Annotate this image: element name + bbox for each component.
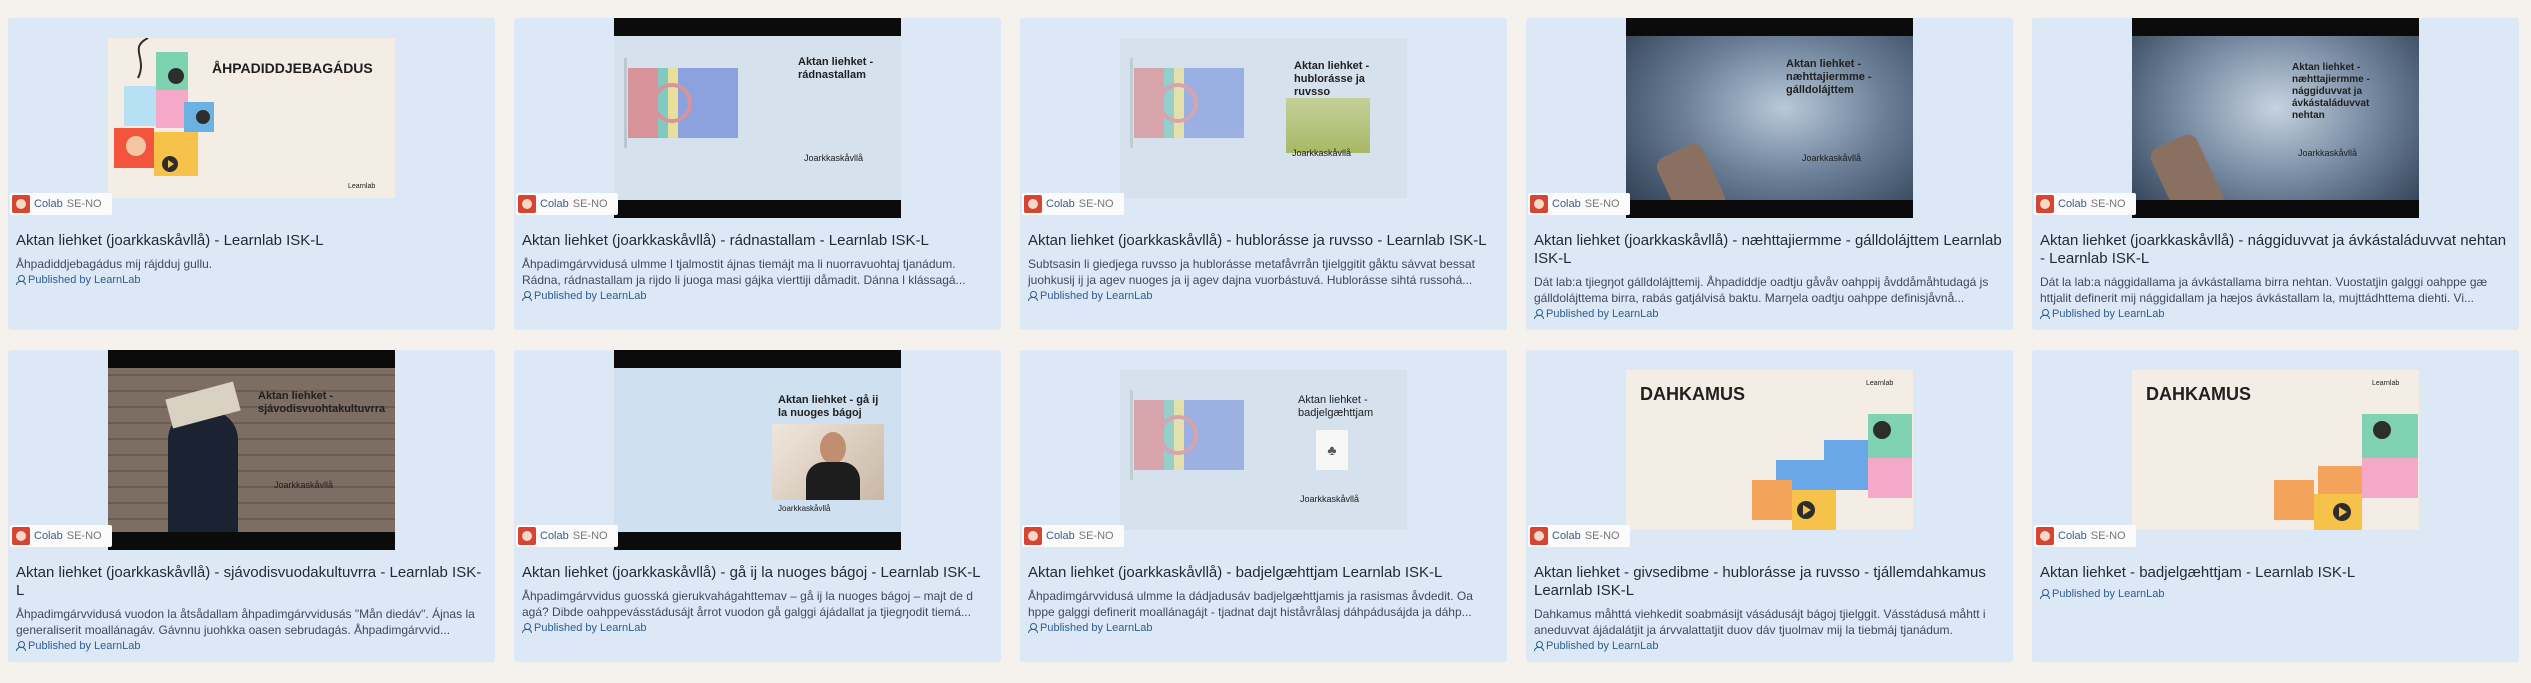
source-badge bbox=[2034, 193, 2136, 215]
source-badge bbox=[10, 193, 112, 215]
colab-logo-icon bbox=[2036, 527, 2054, 545]
card-thumbnail-area bbox=[1526, 350, 2013, 550]
badge-name: Colab bbox=[34, 530, 63, 542]
phone-image bbox=[1626, 18, 1913, 218]
card-description: Åhpadiddjebagádus mij rájdduj gullu. bbox=[16, 257, 213, 271]
colab-logo-icon bbox=[12, 195, 30, 213]
slide-title: Aktan liehket - badjelgæhttjam bbox=[1298, 394, 1374, 419]
letterbox-bar bbox=[614, 350, 901, 368]
slide-title: Aktan liehket - næhttajiermme - gálldolájttem bbox=[1786, 58, 1872, 96]
man-body-shape bbox=[806, 462, 860, 500]
flag-image bbox=[1120, 38, 1407, 198]
card-title[interactable]: Aktan liehket - givsedibme - hublorásse ja ruvsso - tjállemdahkamus Learnlab ISK-L bbox=[1534, 564, 1986, 599]
binoculars-illustration-icon bbox=[1626, 370, 1913, 530]
tree-icon: ♣ bbox=[1316, 430, 1348, 470]
badge-locale: SE-NO bbox=[1584, 198, 1620, 210]
person-with-book-shape bbox=[168, 410, 238, 532]
card-thumbnail-area bbox=[2032, 350, 2519, 550]
card-title[interactable]: Aktan liehket (joarkkaskåvllå) - sjávodisvuodakultuvrra - Learnlab ISK-L bbox=[16, 564, 482, 599]
card-title[interactable]: Aktan liehket - badjelgæhttjam - Learnlab ISK-L bbox=[2040, 564, 2356, 581]
card-thumbnail-area bbox=[1020, 18, 1507, 218]
letterbox-bar bbox=[108, 350, 395, 368]
publisher-line bbox=[2040, 588, 2511, 600]
flag-icon bbox=[1130, 390, 1250, 480]
slide-title: Aktan liehket - sjávodisvuohtakultuvrra bbox=[258, 390, 386, 415]
publisher-label[interactable]: Published by LearnLab bbox=[28, 640, 141, 652]
letterbox-bar bbox=[1626, 18, 1913, 36]
user-icon bbox=[1534, 309, 1543, 319]
publisher-line bbox=[1028, 622, 1499, 634]
user-icon bbox=[1028, 291, 1037, 301]
resource-card[interactable] bbox=[8, 18, 495, 330]
card-description: Dát la lab:a nággidallama ja ávkástallama birra nehtan. Vuostatjin galggi oahppe gæ httjalit definerit mij nággidallam ja hæjos ávkástallam la, mujttádhttema diehti. Vi... bbox=[2040, 275, 2488, 305]
card-thumbnail-area bbox=[8, 350, 495, 550]
user-icon bbox=[522, 291, 531, 301]
slide-title: DAHKAMUS bbox=[1640, 384, 1745, 404]
flag-icon bbox=[1130, 58, 1250, 148]
letterbox-bar bbox=[614, 200, 901, 218]
colab-logo-icon bbox=[1530, 527, 1548, 545]
publisher-line bbox=[522, 290, 993, 302]
resource-card[interactable] bbox=[1020, 18, 1507, 330]
card-thumbnail-area bbox=[8, 18, 495, 218]
user-icon bbox=[2040, 309, 2049, 319]
resource-grid bbox=[8, 18, 2519, 662]
badge-name: Colab bbox=[2058, 530, 2087, 542]
flag-icon bbox=[624, 58, 744, 148]
card-thumbnail-area bbox=[1526, 18, 2013, 218]
letterbox-bar bbox=[1626, 200, 1913, 218]
badge-name: Colab bbox=[1552, 530, 1581, 542]
user-icon bbox=[2040, 589, 2049, 599]
badge-locale: SE-NO bbox=[2090, 530, 2126, 542]
colab-logo-icon bbox=[1024, 527, 1042, 545]
badge-locale: SE-NO bbox=[66, 198, 102, 210]
badge-name: Colab bbox=[34, 198, 63, 210]
source-badge bbox=[1528, 525, 1630, 547]
badge-locale: SE-NO bbox=[1078, 530, 1114, 542]
slide-title: Aktan liehket - gå ij la nuoges bágoj bbox=[778, 394, 879, 419]
flag-image bbox=[1120, 370, 1407, 530]
publisher-label[interactable]: Published by LearnLab bbox=[534, 290, 647, 302]
slide-subtitle: Joarkkaskåvllå bbox=[1292, 148, 1352, 158]
binoculars-illustration-icon bbox=[2132, 370, 2419, 530]
card-title[interactable]: Aktan liehket (joarkkaskåvllå) - hublorásse ja ruvsso - Learnlab ISK-L bbox=[1028, 232, 1487, 249]
card-description: Dát lab:a tjiegŋot gálldolájttemij. Åhpadiddje oadtju gåvåv oahppij åvddåmåhtudagá js gálldolájttema birra, rabás gatjálvisá baktu. Marŋela oadtju oahppe definisjåvnå... bbox=[1534, 275, 1989, 305]
source-badge bbox=[10, 525, 112, 547]
publisher-line bbox=[1534, 640, 2005, 652]
resource-card[interactable] bbox=[2032, 350, 2519, 662]
card-thumbnail-area bbox=[514, 18, 1001, 218]
resource-card[interactable] bbox=[1020, 350, 1507, 662]
slide-brand: Learnlab bbox=[1866, 380, 1894, 387]
card-title[interactable]: Aktan liehket (joarkkaskåvllå) - næhttajiermme - gálldolájttem Learnlab ISK-L bbox=[1534, 232, 2002, 267]
colab-logo-icon bbox=[518, 527, 536, 545]
colab-logo-icon bbox=[1530, 195, 1548, 213]
badge-locale: SE-NO bbox=[66, 530, 102, 542]
phone-image bbox=[2132, 18, 2419, 218]
slide-title: ÅHPADIDDJEBAGÁDUS bbox=[212, 60, 373, 76]
card-title[interactable]: Aktan liehket (joarkkaskåvllå) - Learnlab ISK-L bbox=[16, 232, 324, 249]
resource-card[interactable] bbox=[2032, 18, 2519, 330]
flowers-image bbox=[1286, 98, 1370, 153]
publisher-line bbox=[16, 274, 487, 286]
badge-locale: SE-NO bbox=[572, 198, 608, 210]
badge-name: Colab bbox=[540, 198, 569, 210]
colab-logo-icon bbox=[2036, 195, 2054, 213]
slide-subtitle: Joarkkaskåvllå bbox=[1300, 494, 1360, 504]
badge-name: Colab bbox=[1046, 530, 1075, 542]
flag-image bbox=[614, 18, 901, 218]
user-icon bbox=[16, 275, 25, 285]
publisher-label[interactable]: Published by LearnLab bbox=[534, 622, 647, 634]
illustration-image bbox=[108, 38, 395, 198]
resource-card[interactable] bbox=[1526, 350, 2013, 662]
card-description: Dahkamus måhttá viehkedit soabmásijt vásádusájt bágoj tjielggit. Vásstádusá måhtt i aneduvvat ájádalátjit ja árvvalattatjit duov dáv tjuolmav mij la tiebmáj tjanádum. bbox=[1534, 607, 1986, 637]
publisher-line bbox=[1534, 308, 2005, 320]
brick-image bbox=[108, 350, 395, 550]
publisher-label[interactable]: Published by LearnLab bbox=[1040, 622, 1153, 634]
card-description: Åhpadimgárvvidusá ulmme l tjalmostit ájnas tiemájt ma li nuorravuohtaj tjanádum. Rádna, rádnastallam ja rijdo li juoga masi gájka vierttiji dåmadit. Dánna l klássagá... bbox=[522, 257, 966, 287]
card-title[interactable]: Aktan liehket (joarkkaskåvllå) - rádnastallam - Learnlab ISK-L bbox=[522, 232, 929, 249]
man-head-shape bbox=[820, 432, 846, 464]
card-title[interactable]: Aktan liehket (joarkkaskåvllå) - nággiduvvat ja ávkástaláduvvat nehtan - Learnlab ISK-L bbox=[2040, 232, 2507, 267]
source-badge bbox=[2034, 525, 2136, 547]
user-icon bbox=[1534, 641, 1543, 651]
publisher-label[interactable]: Published by LearnLab bbox=[1546, 308, 1659, 320]
card-thumbnail-area bbox=[1020, 350, 1507, 550]
publisher-label[interactable]: Published by LearnLab bbox=[2052, 308, 2165, 320]
publisher-line bbox=[1028, 290, 1499, 302]
resource-card[interactable] bbox=[514, 18, 1001, 330]
person-image bbox=[614, 350, 901, 550]
badge-locale: SE-NO bbox=[1584, 530, 1620, 542]
publisher-line bbox=[522, 622, 993, 634]
badge-name: Colab bbox=[1552, 198, 1581, 210]
source-badge bbox=[1022, 525, 1124, 547]
letterbox-bar bbox=[2132, 18, 2419, 36]
source-badge bbox=[1528, 193, 1630, 215]
source-badge bbox=[516, 193, 618, 215]
badge-name: Colab bbox=[540, 530, 569, 542]
resource-card[interactable] bbox=[8, 350, 495, 662]
letterbox-bar bbox=[614, 18, 901, 36]
badge-locale: SE-NO bbox=[1078, 198, 1114, 210]
publisher-line bbox=[16, 640, 487, 652]
badge-name: Colab bbox=[2058, 198, 2087, 210]
colab-logo-icon bbox=[12, 527, 30, 545]
slide-subtitle: Joarkkaskåvllå bbox=[274, 480, 334, 490]
slide-subtitle: Joarkkaskåvllå bbox=[804, 153, 864, 163]
publisher-line bbox=[2040, 308, 2511, 320]
publisher-label[interactable]: Published by LearnLab bbox=[28, 274, 141, 286]
slide-brand: Learnlab bbox=[2372, 380, 2400, 387]
slide-title: DAHKAMUS bbox=[2146, 384, 2251, 404]
card-thumbnail-area bbox=[514, 350, 1001, 550]
badge-locale: SE-NO bbox=[2090, 198, 2126, 210]
slide-brand: Learnlab bbox=[348, 183, 376, 190]
slide-subtitle: Joarkkaskåvllå bbox=[1802, 153, 1862, 163]
letterbox-bar bbox=[2132, 200, 2419, 218]
card-description: Åhpadimgárvvidusá vuodon la åtsådallam åhpadimgárvvidusás "Mån diedáv". Ájnas la generaliserit moallánagáv. Gávnnu juohkka oasen sebrudagás. Åhpadimgárvvid... bbox=[16, 607, 475, 637]
slide-title: Aktan liehket - rádnastallam bbox=[798, 56, 874, 81]
colab-logo-icon bbox=[518, 195, 536, 213]
slide-title: Aktan liehket - næhttajiermme - nággiduvvat ja ávkástaláduvvat nehtan bbox=[2292, 62, 2370, 121]
card-description: Subtsasin li giedjega ruvsso ja hublorásse metafåvrrån tjielggitit gåktu sávvat bessat juohkusij ij ja agev nuoges ja ij agev dajna vuorbástuvá. Hublorásse sihtá russohá... bbox=[1028, 257, 1475, 287]
card-title[interactable]: Aktan liehket (joarkkaskåvllå) - badjelgæhttjam Learnlab ISK-L bbox=[1028, 564, 1443, 581]
card-description: Åhpadimgárvvidusá ulmme la dádjadusáv badjelgæhttjamis ja rasismas åvdedit. Oa hppe galggi definerit moallánagájt - tjadnat dajt histåvrålasj dáhpádusájda ja dáhp... bbox=[1028, 589, 1473, 619]
publisher-label[interactable]: Published by LearnLab bbox=[2052, 588, 2165, 600]
user-icon bbox=[1028, 623, 1037, 633]
letterbox-bar bbox=[108, 532, 395, 550]
slide-subtitle: Joarkkaskåvllå bbox=[2298, 148, 2358, 158]
colab-logo-icon bbox=[1024, 195, 1042, 213]
card-thumbnail-area bbox=[2032, 18, 2519, 218]
illustration-image bbox=[2132, 370, 2419, 530]
badge-name: Colab bbox=[1046, 198, 1075, 210]
card-description: Åhpadimgárvvidus guosská gierukvahágahttemav – gå ij la nuoges bágoj – majt de d agá? Dibde oahppevásstádusájt årrot vuodon gå galggi ájádallat ja tjiegŋodit tiemá... bbox=[522, 589, 973, 619]
illustration-image bbox=[1626, 370, 1913, 530]
card-title[interactable]: Aktan liehket (joarkkaskåvllå) - gå ij la nuoges bágoj - Learnlab ISK-L bbox=[522, 564, 981, 581]
user-icon bbox=[522, 623, 531, 633]
slide-subtitle: Joarkkaskåvllå bbox=[778, 504, 831, 513]
user-icon bbox=[16, 641, 25, 651]
source-badge bbox=[516, 525, 618, 547]
publisher-label[interactable]: Published by LearnLab bbox=[1040, 290, 1153, 302]
letterbox-bar bbox=[614, 532, 901, 550]
resource-card[interactable] bbox=[1526, 18, 2013, 330]
publisher-label[interactable]: Published by LearnLab bbox=[1546, 640, 1659, 652]
badge-locale: SE-NO bbox=[572, 530, 608, 542]
source-badge bbox=[1022, 193, 1124, 215]
slide-title: Aktan liehket - hublorásse ja ruvsso bbox=[1294, 60, 1370, 98]
resource-card[interactable] bbox=[514, 350, 1001, 662]
